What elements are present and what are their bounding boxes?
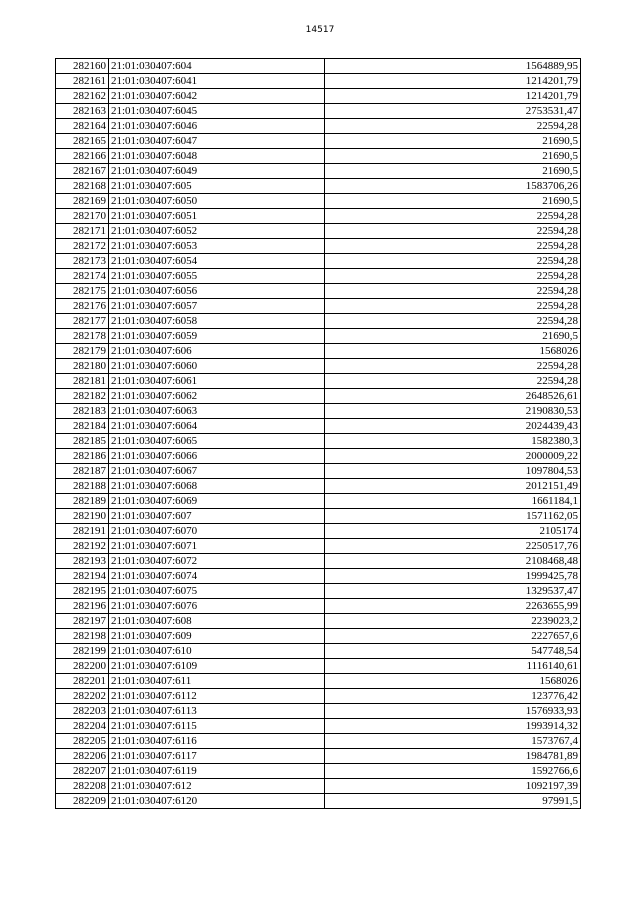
cadastral-value-cell: 21690,5 [325,164,581,179]
cadastral-value-cell: 22594,28 [325,224,581,239]
table-row [56,584,581,599]
table-row [56,524,581,539]
cadastral-value-cell: 1571162,05 [325,509,581,524]
table-body [56,59,581,809]
cadastral-number-cell: 21:01:030407:6052 [109,224,325,239]
cadastral-value-cell: 22594,28 [325,269,581,284]
cadastral-number-cell: 21:01:030407:6054 [109,254,325,269]
cadastral-value-table [55,58,581,809]
cadastral-number-cell: 21:01:030407:6065 [109,434,325,449]
table-row [56,299,581,314]
row-number-cell: 282185 [56,434,109,449]
cadastral-value-cell: 2250517,76 [325,539,581,554]
table-row [56,449,581,464]
cadastral-value-cell: 21690,5 [325,194,581,209]
table-row [56,254,581,269]
table-row [56,284,581,299]
table-row [56,239,581,254]
cadastral-value-cell: 2753531,47 [325,104,581,119]
row-number-cell: 282164 [56,119,109,134]
cadastral-number-cell: 21:01:030407:6046 [109,119,325,134]
cadastral-number-cell: 21:01:030407:6062 [109,389,325,404]
table-row [56,494,581,509]
row-number-cell: 282166 [56,149,109,164]
cadastral-number-cell: 21:01:030407:6050 [109,194,325,209]
row-number-cell: 282193 [56,554,109,569]
cadastral-number-cell: 21:01:030407:6042 [109,89,325,104]
cadastral-number-cell: 21:01:030407:6047 [109,134,325,149]
table-row [56,134,581,149]
cadastral-value-cell: 2239023,2 [325,614,581,629]
row-number-cell: 282178 [56,329,109,344]
table-row [56,149,581,164]
table-row [56,689,581,704]
cadastral-number-cell: 21:01:030407:6053 [109,239,325,254]
cadastral-number-cell: 21:01:030407:6112 [109,689,325,704]
row-number-cell: 282194 [56,569,109,584]
table-row [56,539,581,554]
table-row [56,734,581,749]
table-row [56,434,581,449]
cadastral-value-cell: 1329537,47 [325,584,581,599]
table-row [56,794,581,809]
cadastral-number-cell: 21:01:030407:6055 [109,269,325,284]
table-row [56,599,581,614]
cadastral-number-cell: 21:01:030407:605 [109,179,325,194]
table-row [56,419,581,434]
row-number-cell: 282172 [56,239,109,254]
row-number-cell: 282168 [56,179,109,194]
cadastral-number-cell: 21:01:030407:6067 [109,464,325,479]
cadastral-number-cell: 21:01:030407:6049 [109,164,325,179]
table-row [56,224,581,239]
table-row [56,164,581,179]
cadastral-value-cell: 2024439,43 [325,419,581,434]
cadastral-value-cell: 22594,28 [325,314,581,329]
cadastral-number-cell: 21:01:030407:6116 [109,734,325,749]
row-number-cell: 282187 [56,464,109,479]
cadastral-number-cell: 21:01:030407:604 [109,59,325,74]
cadastral-number-cell: 21:01:030407:6041 [109,74,325,89]
cadastral-number-cell: 21:01:030407:6061 [109,374,325,389]
cadastral-number-cell: 21:01:030407:6109 [109,659,325,674]
table-row [56,329,581,344]
cadastral-value-cell: 22594,28 [325,284,581,299]
row-number-cell: 282184 [56,419,109,434]
cadastral-number-cell: 21:01:030407:6119 [109,764,325,779]
cadastral-number-cell: 21:01:030407:6059 [109,329,325,344]
table-row [56,659,581,674]
row-number-cell: 282206 [56,749,109,764]
row-number-cell: 282190 [56,509,109,524]
row-number-cell: 282160 [56,59,109,74]
row-number-cell: 282182 [56,389,109,404]
row-number-cell: 282180 [56,359,109,374]
row-number-cell: 282189 [56,494,109,509]
row-number-cell: 282192 [56,539,109,554]
row-number-cell: 282167 [56,164,109,179]
cadastral-value-cell: 22594,28 [325,374,581,389]
cadastral-value-cell: 97991,5 [325,794,581,809]
row-number-cell: 282170 [56,209,109,224]
row-number-cell: 282198 [56,629,109,644]
cadastral-number-cell: 21:01:030407:608 [109,614,325,629]
row-number-cell: 282200 [56,659,109,674]
table-row [56,719,581,734]
table-row [56,614,581,629]
row-number-cell: 282204 [56,719,109,734]
cadastral-value-cell: 2190830,53 [325,404,581,419]
cadastral-value-cell: 22594,28 [325,359,581,374]
cadastral-value-cell: 2227657,6 [325,629,581,644]
row-number-cell: 282202 [56,689,109,704]
table-row [56,764,581,779]
cadastral-number-cell: 21:01:030407:606 [109,344,325,359]
cadastral-number-cell: 21:01:030407:6070 [109,524,325,539]
table-row [56,554,581,569]
table-row [56,749,581,764]
row-number-cell: 282169 [56,194,109,209]
cadastral-value-cell: 1993914,32 [325,719,581,734]
cadastral-value-cell: 1214201,79 [325,89,581,104]
table-row [56,344,581,359]
cadastral-value-cell: 22594,28 [325,119,581,134]
cadastral-value-cell: 22594,28 [325,299,581,314]
cadastral-value-cell: 1661184,1 [325,494,581,509]
row-number-cell: 282174 [56,269,109,284]
row-number-cell: 282175 [56,284,109,299]
cadastral-value-cell: 1592766,6 [325,764,581,779]
cadastral-value-cell: 1116140,61 [325,659,581,674]
table-row [56,314,581,329]
row-number-cell: 282203 [56,704,109,719]
cadastral-value-cell: 2108468,48 [325,554,581,569]
cadastral-value-cell: 1582380,3 [325,434,581,449]
table-row [56,629,581,644]
row-number-cell: 282196 [56,599,109,614]
cadastral-value-cell: 22594,28 [325,209,581,224]
cadastral-number-cell: 21:01:030407:6066 [109,449,325,464]
cadastral-number-cell: 21:01:030407:6071 [109,539,325,554]
cadastral-value-cell: 1092197,39 [325,779,581,794]
cadastral-value-cell: 22594,28 [325,239,581,254]
cadastral-number-cell: 21:01:030407:6074 [109,569,325,584]
table-row [56,269,581,284]
row-number-cell: 282207 [56,764,109,779]
cadastral-value-cell: 1583706,26 [325,179,581,194]
table-row [56,179,581,194]
cadastral-value-cell: 22594,28 [325,254,581,269]
cadastral-value-cell: 1573767,4 [325,734,581,749]
row-number-cell: 282171 [56,224,109,239]
cadastral-number-cell: 21:01:030407:6076 [109,599,325,614]
cadastral-value-cell: 1097804,53 [325,464,581,479]
table-row [56,509,581,524]
cadastral-number-cell: 21:01:030407:610 [109,644,325,659]
row-number-cell: 282199 [56,644,109,659]
table-row [56,359,581,374]
row-number-cell: 282165 [56,134,109,149]
cadastral-number-cell: 21:01:030407:6063 [109,404,325,419]
page-number: 14517 [305,25,335,35]
table-row [56,644,581,659]
cadastral-number-cell: 21:01:030407:6075 [109,584,325,599]
cadastral-value-cell: 547748,54 [325,644,581,659]
cadastral-number-cell: 21:01:030407:6058 [109,314,325,329]
cadastral-number-cell: 21:01:030407:6056 [109,284,325,299]
row-number-cell: 282181 [56,374,109,389]
table-row [56,59,581,74]
cadastral-number-cell: 21:01:030407:6117 [109,749,325,764]
table-row [56,209,581,224]
table-row [56,74,581,89]
cadastral-value-cell: 21690,5 [325,149,581,164]
cadastral-value-cell: 2012151,49 [325,479,581,494]
cadastral-value-cell: 2105174 [325,524,581,539]
cadastral-number-cell: 21:01:030407:6045 [109,104,325,119]
cadastral-number-cell: 21:01:030407:6057 [109,299,325,314]
cadastral-number-cell: 21:01:030407:6060 [109,359,325,374]
row-number-cell: 282208 [56,779,109,794]
cadastral-value-cell: 2000009,22 [325,449,581,464]
row-number-cell: 282176 [56,299,109,314]
row-number-cell: 282186 [56,449,109,464]
row-number-cell: 282163 [56,104,109,119]
cadastral-number-cell: 21:01:030407:6113 [109,704,325,719]
table-row [56,404,581,419]
cadastral-number-cell: 21:01:030407:6120 [109,794,325,809]
table-row [56,389,581,404]
cadastral-value-cell: 123776,42 [325,689,581,704]
table-row [56,89,581,104]
cadastral-value-cell: 1568026 [325,344,581,359]
cadastral-value-cell: 1214201,79 [325,74,581,89]
cadastral-value-cell: 1564889,95 [325,59,581,74]
cadastral-value-cell: 2263655,99 [325,599,581,614]
row-number-cell: 282162 [56,89,109,104]
row-number-cell: 282205 [56,734,109,749]
cadastral-value-cell: 1568026 [325,674,581,689]
cadastral-number-cell: 21:01:030407:612 [109,779,325,794]
row-number-cell: 282188 [56,479,109,494]
table-row [56,374,581,389]
cadastral-number-cell: 21:01:030407:609 [109,629,325,644]
table-row [56,104,581,119]
cadastral-value-cell: 1999425,78 [325,569,581,584]
cadastral-value-cell: 2648526,61 [325,389,581,404]
row-number-cell: 282197 [56,614,109,629]
row-number-cell: 282191 [56,524,109,539]
table-row [56,194,581,209]
table-row [56,674,581,689]
row-number-cell: 282177 [56,314,109,329]
cadastral-number-cell: 21:01:030407:611 [109,674,325,689]
row-number-cell: 282179 [56,344,109,359]
row-number-cell: 282173 [56,254,109,269]
table-row [56,479,581,494]
row-number-cell: 282201 [56,674,109,689]
cadastral-number-cell: 21:01:030407:607 [109,509,325,524]
row-number-cell: 282183 [56,404,109,419]
table-row [56,704,581,719]
table-row [56,569,581,584]
table-row [56,779,581,794]
cadastral-number-cell: 21:01:030407:6068 [109,479,325,494]
cadastral-value-cell: 21690,5 [325,329,581,344]
cadastral-value-cell: 21690,5 [325,134,581,149]
row-number-cell: 282209 [56,794,109,809]
row-number-cell: 282195 [56,584,109,599]
cadastral-number-cell: 21:01:030407:6069 [109,494,325,509]
cadastral-number-cell: 21:01:030407:6115 [109,719,325,734]
cadastral-number-cell: 21:01:030407:6072 [109,554,325,569]
table-row [56,464,581,479]
cadastral-value-cell: 1984781,89 [325,749,581,764]
cadastral-number-cell: 21:01:030407:6048 [109,149,325,164]
table-row [56,119,581,134]
row-number-cell: 282161 [56,74,109,89]
cadastral-value-cell: 1576933,93 [325,704,581,719]
cadastral-number-cell: 21:01:030407:6051 [109,209,325,224]
cadastral-number-cell: 21:01:030407:6064 [109,419,325,434]
